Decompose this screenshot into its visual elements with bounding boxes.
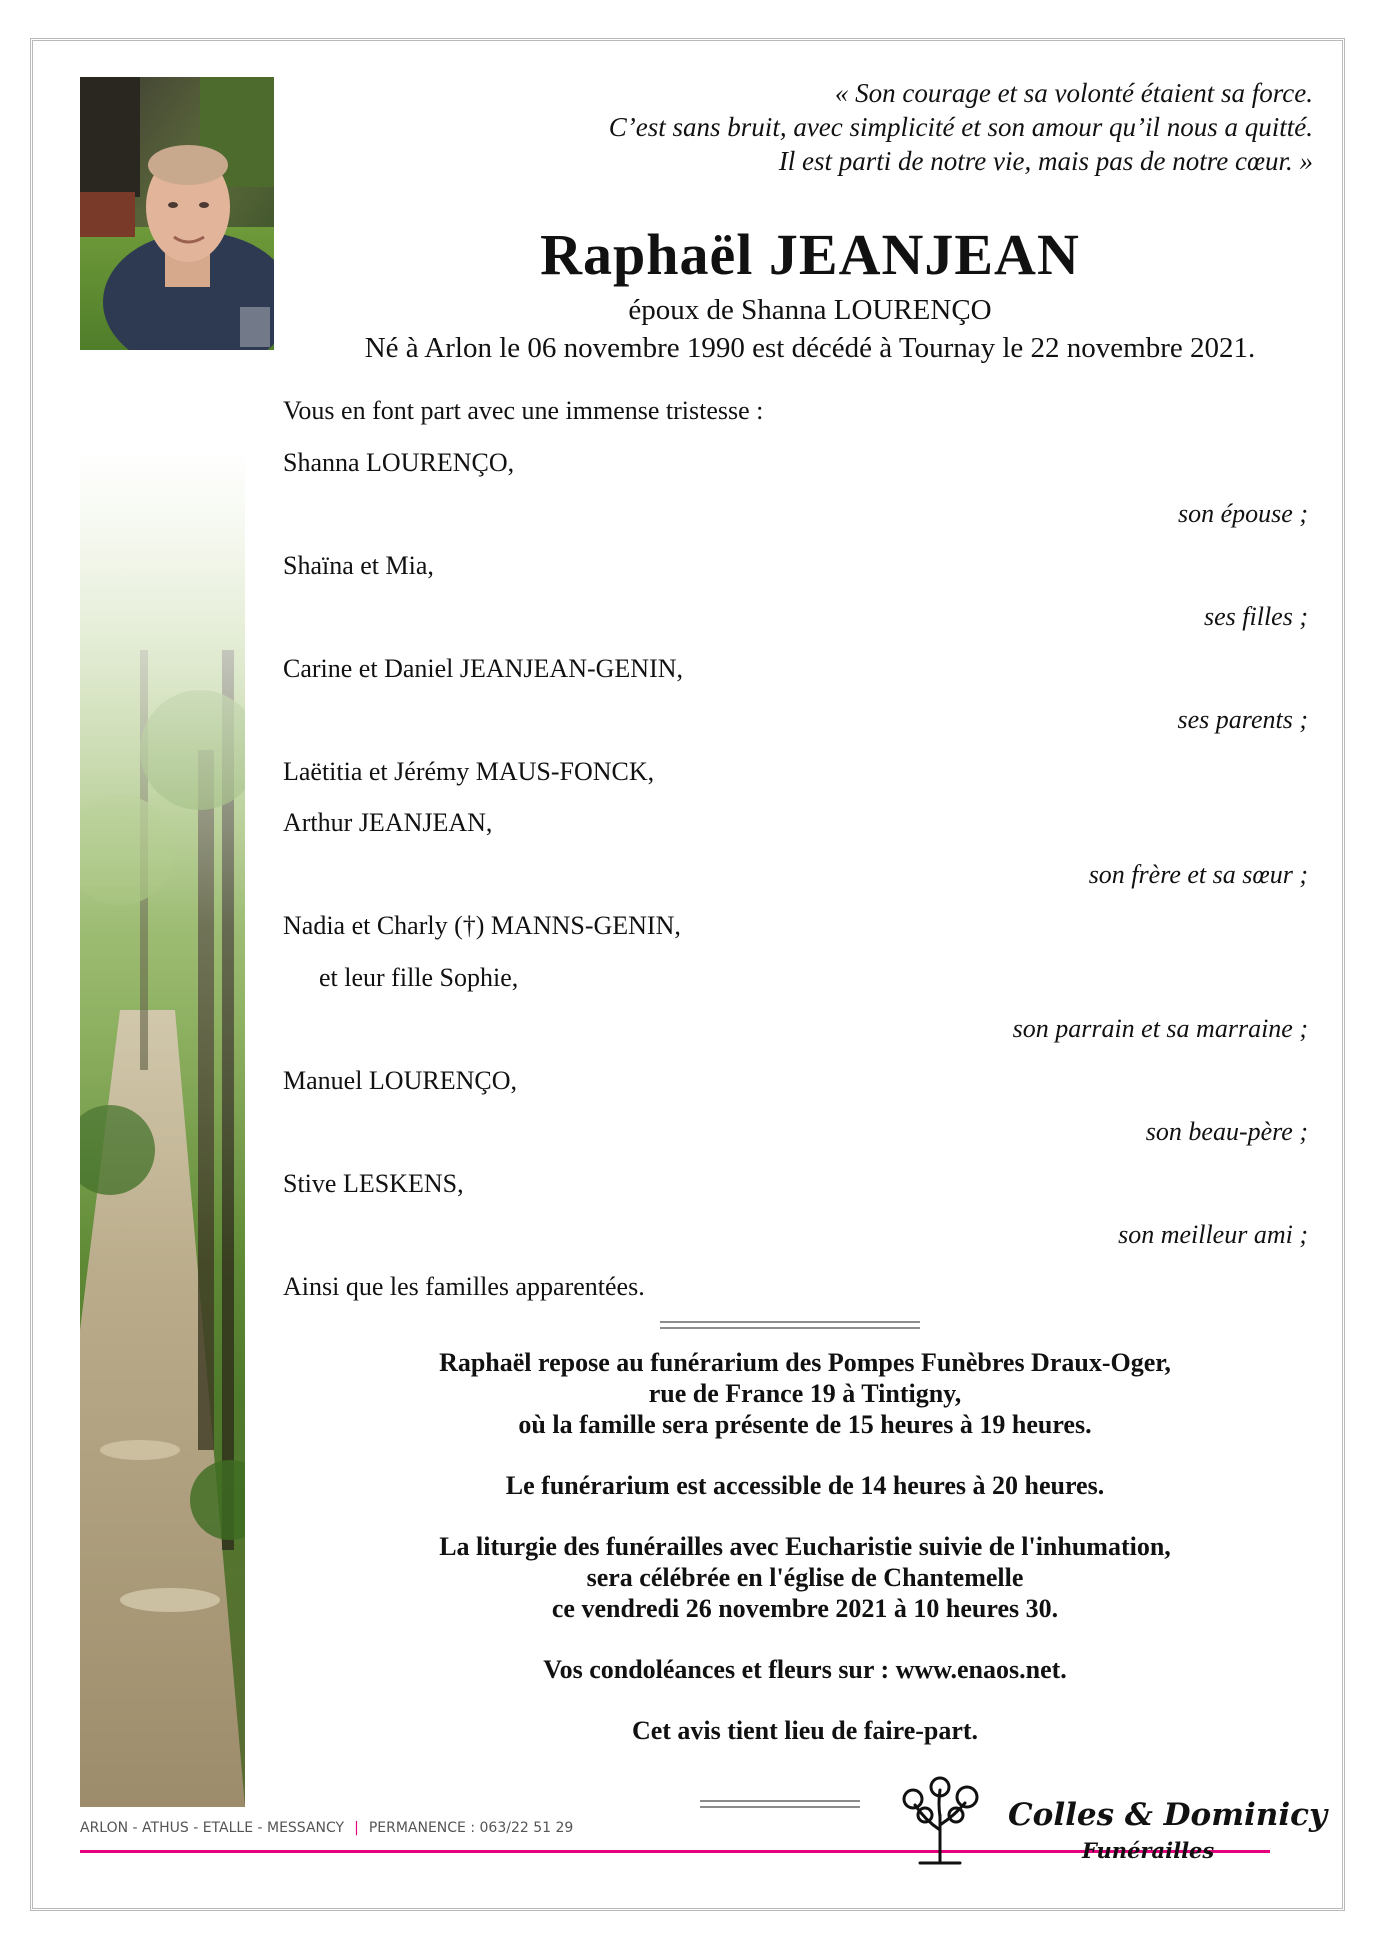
deceased-dates: Né à Arlon le 06 novembre 1990 est décédé à Tournay le 22 novembre 2021. (364, 332, 1256, 364)
deceased-name: Raphaël JEANJEAN (540, 222, 1080, 287)
info-line: Le funérarium est accessible de 14 heures à 20 heures. (505, 1471, 1105, 1500)
family-relation: son épouse ; (1178, 499, 1308, 528)
family-line: Carine et Daniel JEANJEAN-GENIN, (283, 653, 684, 683)
info-line: Raphaël repose au funérarium des Pompes Funèbres Draux-Oger, (439, 1348, 1171, 1377)
family-line: Shaïna et Mia, (283, 550, 434, 580)
company-tagline: Funérailles (1082, 1838, 1215, 1863)
funeral-info (330, 1347, 1280, 1746)
info-line: ce vendredi 26 novembre 2021 à 10 heures 30. (551, 1594, 1059, 1623)
family-line: et leur fille Sophie, (319, 962, 519, 992)
condolences-line: Vos condoléances et fleurs sur : www.enaos.net. (543, 1655, 1067, 1684)
quote-line: C’est sans bruit, avec simplicité et son amour qu’il nous a quitté. (608, 112, 1313, 142)
family-line: Ainsi que les familles apparentées. (283, 1271, 645, 1301)
info-line: sera célébrée en l'église de Chantemelle (586, 1563, 1024, 1592)
portrait-photo (80, 77, 274, 350)
family-line: Laëtitia et Jérémy MAUS-FONCK, (283, 756, 655, 786)
family-line: Nadia et Charly (†) MANNS-GENIN, (283, 911, 681, 940)
epigraph-quote (413, 76, 1313, 178)
family-list (283, 393, 1308, 1320)
tree-icon (880, 1775, 1000, 1870)
family-line: Arthur JEANJEAN, (283, 808, 493, 837)
family-relation: son meilleur ami ; (1118, 1220, 1308, 1249)
family-intro: Vous en font part avec une immense tristesse : (283, 396, 764, 425)
faire-part-note: Cet avis tient lieu de faire-part. (631, 1716, 979, 1745)
info-line: où la famille sera présente de 15 heures à 19 heures. (518, 1410, 1092, 1439)
footer-contact (80, 1820, 573, 1836)
info-line: rue de France 19 à Tintigny, (648, 1379, 962, 1408)
forest-path-photo (80, 450, 245, 1807)
info-line: La liturgie des funérailles avec Eucharistie suivie de l'inhumation, (439, 1532, 1171, 1561)
footer-separator: | (354, 1820, 359, 1836)
family-relation: ses parents ; (1177, 705, 1308, 734)
section-divider (660, 1321, 920, 1329)
footer-locations: ARLON - ATHUS - ETALLE - MESSANCY (80, 1820, 345, 1836)
quote-line: Il est parti de notre vie, mais pas de notre cœur. » (778, 146, 1313, 176)
footer-permanence: PERMANENCE : 063/22 51 29 (368, 1820, 574, 1836)
family-line: Manuel LOURENÇO, (283, 1065, 517, 1095)
deceased-spouse: époux de Shanna LOURENÇO (628, 294, 992, 326)
family-relation: son parrain et sa marraine ; (1012, 1014, 1308, 1043)
family-relation: ses filles ; (1204, 602, 1308, 631)
family-relation: son frère et sa sœur ; (1088, 859, 1308, 889)
quote-line: « Son courage et sa volonté étaient sa force. (834, 78, 1313, 108)
family-relation: son beau-père ; (1145, 1117, 1308, 1146)
family-line: Shanna LOURENÇO, (283, 447, 515, 477)
footer-divider (700, 1800, 860, 1808)
company-name: Colles & Dominicy (1008, 1797, 1327, 1833)
family-line: Stive LESKENS, (283, 1168, 464, 1198)
